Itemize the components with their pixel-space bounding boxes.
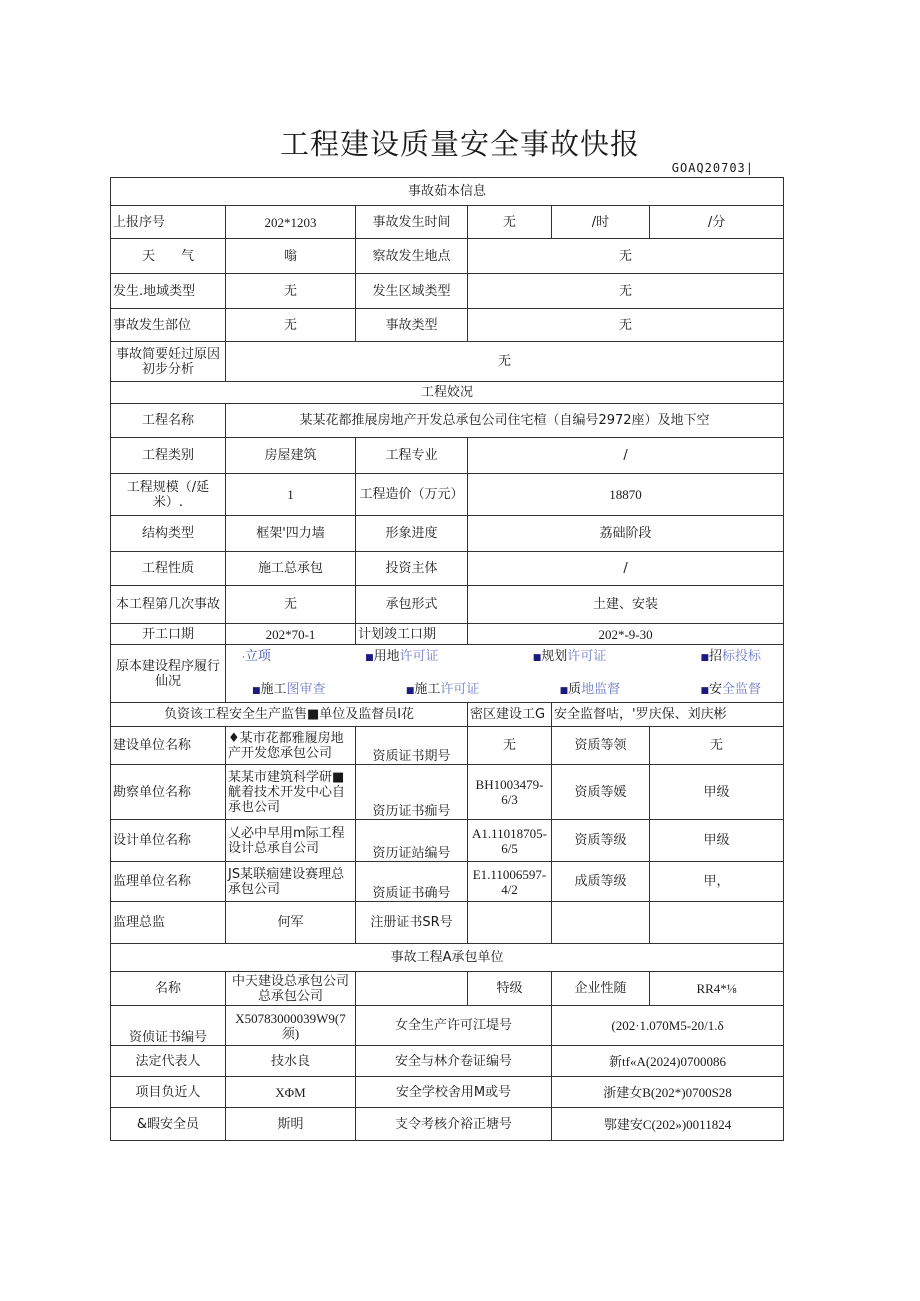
registration-cert-label: 注册证书SR号 (356, 902, 468, 944)
accident-type-value: 无 (468, 309, 784, 342)
owner-cert-label: 资质证书期号 (356, 727, 468, 765)
project-name-label: 工程名称 (111, 404, 226, 438)
supervisor-cert-label: 资质证书确号 (356, 862, 468, 902)
project-manager-label: 项目负近人 (111, 1077, 226, 1108)
contractor-name: 中天建设总承包公司总承包公司 (226, 972, 356, 1006)
survey-cert-no: BH1003479-6/3 (468, 765, 552, 820)
contract-form-value: 土建、安装 (468, 586, 784, 624)
investor-label: 投资主体 (356, 552, 468, 586)
supervisor-grade-value: 甲， (650, 862, 784, 902)
accident-part-label: 事故发生部位 (111, 309, 226, 342)
survey-unit-label: 勘察单位名称 (111, 765, 226, 820)
contract-form-label: 承包形式 (356, 586, 468, 624)
procedure-item-construction-permit: ■施工许可证 (405, 681, 480, 697)
design-unit-label: 设计单位名称 (111, 820, 226, 862)
finish-date-label: 计划竣工口期 (356, 624, 468, 645)
finish-date-value: 202*-9-30 (468, 624, 784, 645)
blank-cell (650, 902, 784, 944)
legal-rep-cert-label: 安全与林介卷证编号 (356, 1046, 552, 1077)
start-date-value: 202*70-1 (226, 624, 356, 645)
enterprise-nature-label: 企业性随 (552, 972, 650, 1006)
investor-value: / (468, 552, 784, 586)
area-type-label: 发生区域类型 (356, 274, 468, 309)
structure-type-value: 框架'四力墙 (226, 516, 356, 552)
project-cost-label: 工程造价（万元） (356, 474, 468, 516)
summary-label: 事故简要妊过原因初步分析 (111, 342, 226, 382)
survey-cert-label: 资历证书痂号 (356, 765, 468, 820)
supervisor-grade-label: 成质等级 (552, 862, 650, 902)
blank-cell (552, 902, 650, 944)
chief-supervisor-name: 何军 (226, 902, 356, 944)
safety-officer-cert-label: 支令考核介裕正塘号 (356, 1108, 552, 1141)
accident-report-table (110, 177, 784, 1141)
supervision-officers: 安全监督咕，'罗庆保、刘庆彬 (552, 703, 784, 727)
project-manager-cert-label: 安全学校舍用M或号 (356, 1077, 552, 1108)
owner-grade-label: 资质等领 (552, 727, 650, 765)
project-nature-value: 施工总承包 (226, 552, 356, 586)
contractor-grade: 特级 (468, 972, 552, 1006)
weather-value: 嗡 (226, 239, 356, 274)
survey-grade-label: 资质等媛 (552, 765, 650, 820)
structure-type-label: 结构类型 (111, 516, 226, 552)
procedure-status (226, 645, 784, 703)
supervisor-unit-label: 监理单位名称 (111, 862, 226, 902)
registration-cert-no (468, 902, 552, 944)
safety-officer-name: 斯明 (226, 1108, 356, 1141)
procedure-label: 原本建设程序履行仙况 (111, 645, 226, 703)
project-category-label: 工程类别 (111, 438, 226, 474)
procedure-item-quality-supervision: ■质地监督 (559, 681, 621, 697)
design-grade-value: 甲级 (650, 820, 784, 862)
progress-value: 荔础阶段 (468, 516, 784, 552)
project-manager-name: XΦM (226, 1077, 356, 1108)
project-nature-label: 工程性质 (111, 552, 226, 586)
survey-grade-value: 甲级 (650, 765, 784, 820)
safety-permit-no: (202·1.070M5-20/1.δ (552, 1006, 784, 1046)
safety-permit-label: 女全生产许可江堤号 (356, 1006, 552, 1046)
accident-part-value: 无 (226, 309, 356, 342)
owner-unit-name: ♦某市花都雅履房地产开发您承包公司 (226, 727, 356, 765)
design-cert-label: 资历证站编号 (356, 820, 468, 862)
supervisor-unit-name: JS某联痼建设赛理总承包公司 (226, 862, 356, 902)
supervisor-cert-no: E1.11006597-4/2 (468, 862, 552, 902)
legal-rep-label: 法定代表人 (111, 1046, 226, 1077)
project-name-value: 某某花都推展房地产开发总承包公司住宅楦（自编号2972座）及地下空 (226, 404, 784, 438)
start-date-label: 开工口期 (111, 624, 226, 645)
design-grade-label: 资质等级 (552, 820, 650, 862)
procedure-item-safety-supervision: ■安全监督 (700, 681, 762, 697)
report-no-label: 上报序号 (111, 206, 226, 239)
time-label: 事故发生时间 (356, 206, 468, 239)
project-manager-cert-no: 浙建女B(202*)0700S28 (552, 1077, 784, 1108)
section-project-info: 工程姣况 (111, 382, 784, 404)
chief-supervisor-label: 监理总监 (111, 902, 226, 944)
section-basic-info: 事故茹本信息 (111, 178, 784, 206)
supervision-unit: 负资该工程安全生产监售■单位及监督员I花 (111, 703, 468, 727)
document-number: GOAQ20703| (671, 161, 754, 175)
place-value: 无 (468, 239, 784, 274)
owner-cert-no: 无 (468, 727, 552, 765)
project-category-value: 房屋建筑 (226, 438, 356, 474)
place-label: 察故发生地点 (356, 239, 468, 274)
project-cost-value: 18870 (468, 474, 784, 516)
safety-officer-cert-no: 鄂建安C(202»)0011824 (552, 1108, 784, 1141)
region-type-value: 无 (226, 274, 356, 309)
progress-label: 形象进度 (356, 516, 468, 552)
qualification-cert-no: X50783000039W9(7须) (226, 1006, 356, 1046)
procedure-item-drawing-review: ■施工图审查 (252, 681, 326, 697)
contractor-name-label: 名称 (111, 972, 226, 1006)
area-type-value: 无 (468, 274, 784, 309)
section-contractor-info: 事故工程A承包单位 (111, 944, 784, 972)
accident-type-label: 事故类型 (356, 309, 468, 342)
owner-grade-value: 无 (650, 727, 784, 765)
project-specialty-value: / (468, 438, 784, 474)
project-scale-value: 1 (226, 474, 356, 516)
procedure-item-approval: ·立项 (242, 648, 271, 664)
design-unit-name: 乂必中早用m际工程设计总承自公司 (226, 820, 356, 862)
qualification-cert-label: 资侦证书编号 (111, 1006, 226, 1046)
page-title: 工程建设质量安全事故快报 (279, 127, 640, 161)
region-type-label: 发生.地域类型 (111, 274, 226, 309)
accident-count-label: 本工程第几次事故 (111, 586, 226, 624)
project-specialty-label: 工程专业 (356, 438, 468, 474)
procedure-item-land-permit: ■用地许可证 (365, 648, 439, 664)
report-no: 202*1203 (226, 206, 356, 239)
procedure-item-bidding: ■招标投标 (700, 648, 762, 664)
design-cert-no: A1.11018705-6/5 (468, 820, 552, 862)
weather-label: 天 气 (111, 239, 226, 274)
safety-officer-label: &暇安全员 (111, 1108, 226, 1141)
summary-value: 无 (226, 342, 784, 382)
supervision-district: 密区建设工G (468, 703, 552, 727)
procedure-item-planning-permit: ■规划许可证 (532, 648, 607, 664)
blank-cell (356, 972, 468, 1006)
survey-unit-name: 某某市建筑科学研■觥着技术开发中心自承也公司 (226, 765, 356, 820)
enterprise-nature-value: RR4*⅛ (650, 972, 784, 1006)
project-scale-label: 工程规模（/延米）. (111, 474, 226, 516)
time-minute: /分 (650, 206, 784, 239)
accident-count-value: 无 (226, 586, 356, 624)
time-hour: /时 (552, 206, 650, 239)
legal-rep-cert-no: 新tf«A(2024)0700086 (552, 1046, 784, 1077)
legal-rep-name: 技水良 (226, 1046, 356, 1077)
time-value: 无 (468, 206, 552, 239)
owner-unit-label: 建设单位名称 (111, 727, 226, 765)
